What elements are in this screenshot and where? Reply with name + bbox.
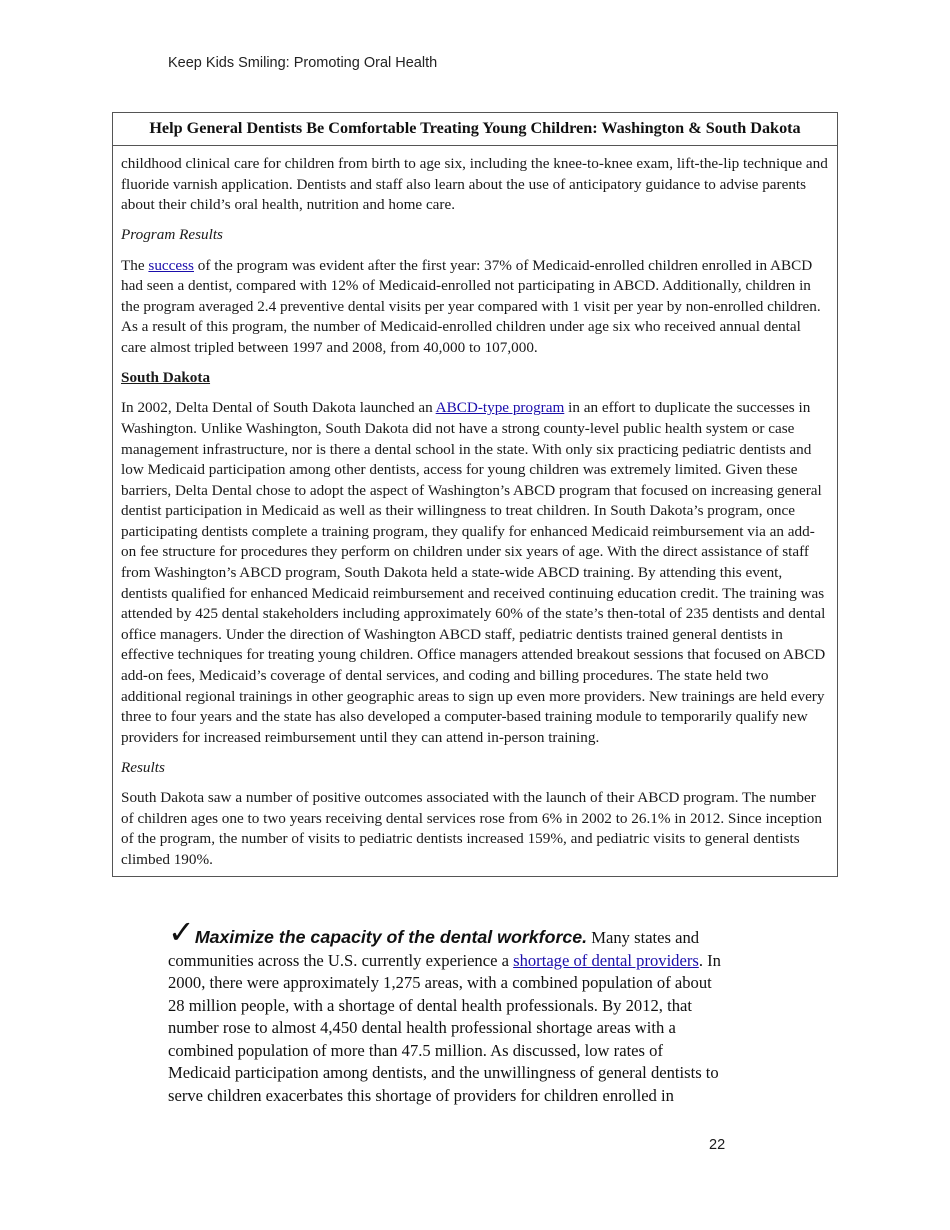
running-header: Keep Kids Smiling: Promoting Oral Health bbox=[168, 55, 438, 71]
paragraph-results: South Dakota saw a number of positive outcomes associated with the launch of their ABCD program. The number of children ages one to two years receiving dental services rose from 6% in 2002 to 26.1% in 2012. Since inception of the program, the number of visits to pediatric dentists increased 159%, and pediatric visits to general dentists climbed 190%. bbox=[121, 789, 822, 868]
paragraph-program-results bbox=[121, 256, 829, 359]
page-number: 22 bbox=[709, 1137, 726, 1153]
abcd-type-program-link[interactable]: ABCD-type program bbox=[435, 399, 565, 417]
text-segment: . In 2000, there were approximately 1,275 areas, with a combined population of about 28 million people, with a shortage of dental health professionals. By 2012, that number rose to almost 4,450 dental health professional shortage areas with a combined population of more than 47.5 million. As discussed, low rates of Medicaid participation among dentists, and the unwillingness of general dentists to serve children exacerbates this shortage of providers for children enrolled in bbox=[168, 950, 721, 1105]
shortage-of-dental-providers-link[interactable]: shortage of dental providers bbox=[513, 950, 699, 970]
box-body bbox=[113, 146, 837, 871]
text-segment: In 2002, Delta Dental of South Dakota launched an bbox=[121, 399, 436, 417]
subheading-results: Results bbox=[121, 759, 165, 776]
text-segment: in an effort to duplicate the successes in Washington. Unlike Washington, South Dakota did not have a strong county-level public health system or case management infrastructure, nor is there a dental school in the state. With only six practicing pediatric dentists and low Medicaid participation among other dentists, access for young children was extremely limited. Given these barriers, Delta Dental chose to adopt the aspect of Washington’s ABCD program that focused on increasing general dentist participation in Medicaid as well as their willingness to treat children. In South Dakota’s program, once participating dentists complete a training program, they qualify for enhanced Medicaid reimbursement via an add-on fee structure for procedures they perform on children under six years of age. With the direct assistance of staff from Washington’s ABCD program, South Dakota held a state-wide ABCD training. By attending this event, dentists qualified for enhanced Medicaid reimbursement and received continuing education credit. The training was attended by 425 dental stakeholders including approximately 60% of the state’s then-total of 235 dentists and dental office managers. Under the direction of Washington ABCD staff, pediatric dentists trained general dentists in effective techniques for treating young children. Office managers attended breakout sessions that focused on ABCD add-on fees, Medicaid’s coverage of dental services, and coding and billing procedures. The state held two additional regional trainings in other geographic areas to sign up even more providers. New trainings are held every three to four years and the state has also developed a computer-based training module to temporarily qualify new providers for increased reimbursement until they can attend in-person training. bbox=[121, 399, 826, 746]
case-study-box bbox=[112, 112, 838, 877]
box-title: Help General Dentists Be Comfortable Treating Young Children: Washington & South Dakota bbox=[113, 113, 837, 146]
text-segment: of the program was evident after the first year: 37% of Medicaid-enrolled children enrolled in ABCD had seen a dentist, compared with 12% of Medicaid-enrolled not participating in ABCD. Additionally, children in the program averaged 2.4 preventive dental visits per year compared with 1 visit per year by non-enrolled children. As a result of this program, the number of Medicaid-enrolled children under age six who received annual dental care almost tripled between 1997 and 2008, from 40,000 to 107,000. bbox=[121, 256, 821, 356]
heading-south-dakota: South Dakota bbox=[121, 369, 211, 387]
checkmark-icon: ✓ bbox=[168, 913, 195, 951]
subheading-program-results: Program Results bbox=[121, 226, 223, 244]
success-link[interactable]: success bbox=[148, 256, 194, 274]
text-segment: Many states and communities across the U.S. currently experience a bbox=[168, 928, 700, 970]
bullet-lead: Maximize the capacity of the dental workforce. bbox=[194, 927, 588, 947]
paragraph-south-dakota bbox=[121, 398, 829, 748]
text-segment: The bbox=[121, 256, 149, 274]
paragraph-training-description: childhood clinical care for children from birth to age six, including the knee-to-knee exam, lift-the-lip technique and fluoride varnish application. Dentists and staff also learn about the use of anticipatory guidance to advise parents about their child’s oral health, nutrition and home care. bbox=[121, 155, 828, 214]
workforce-bullet bbox=[168, 913, 724, 1107]
